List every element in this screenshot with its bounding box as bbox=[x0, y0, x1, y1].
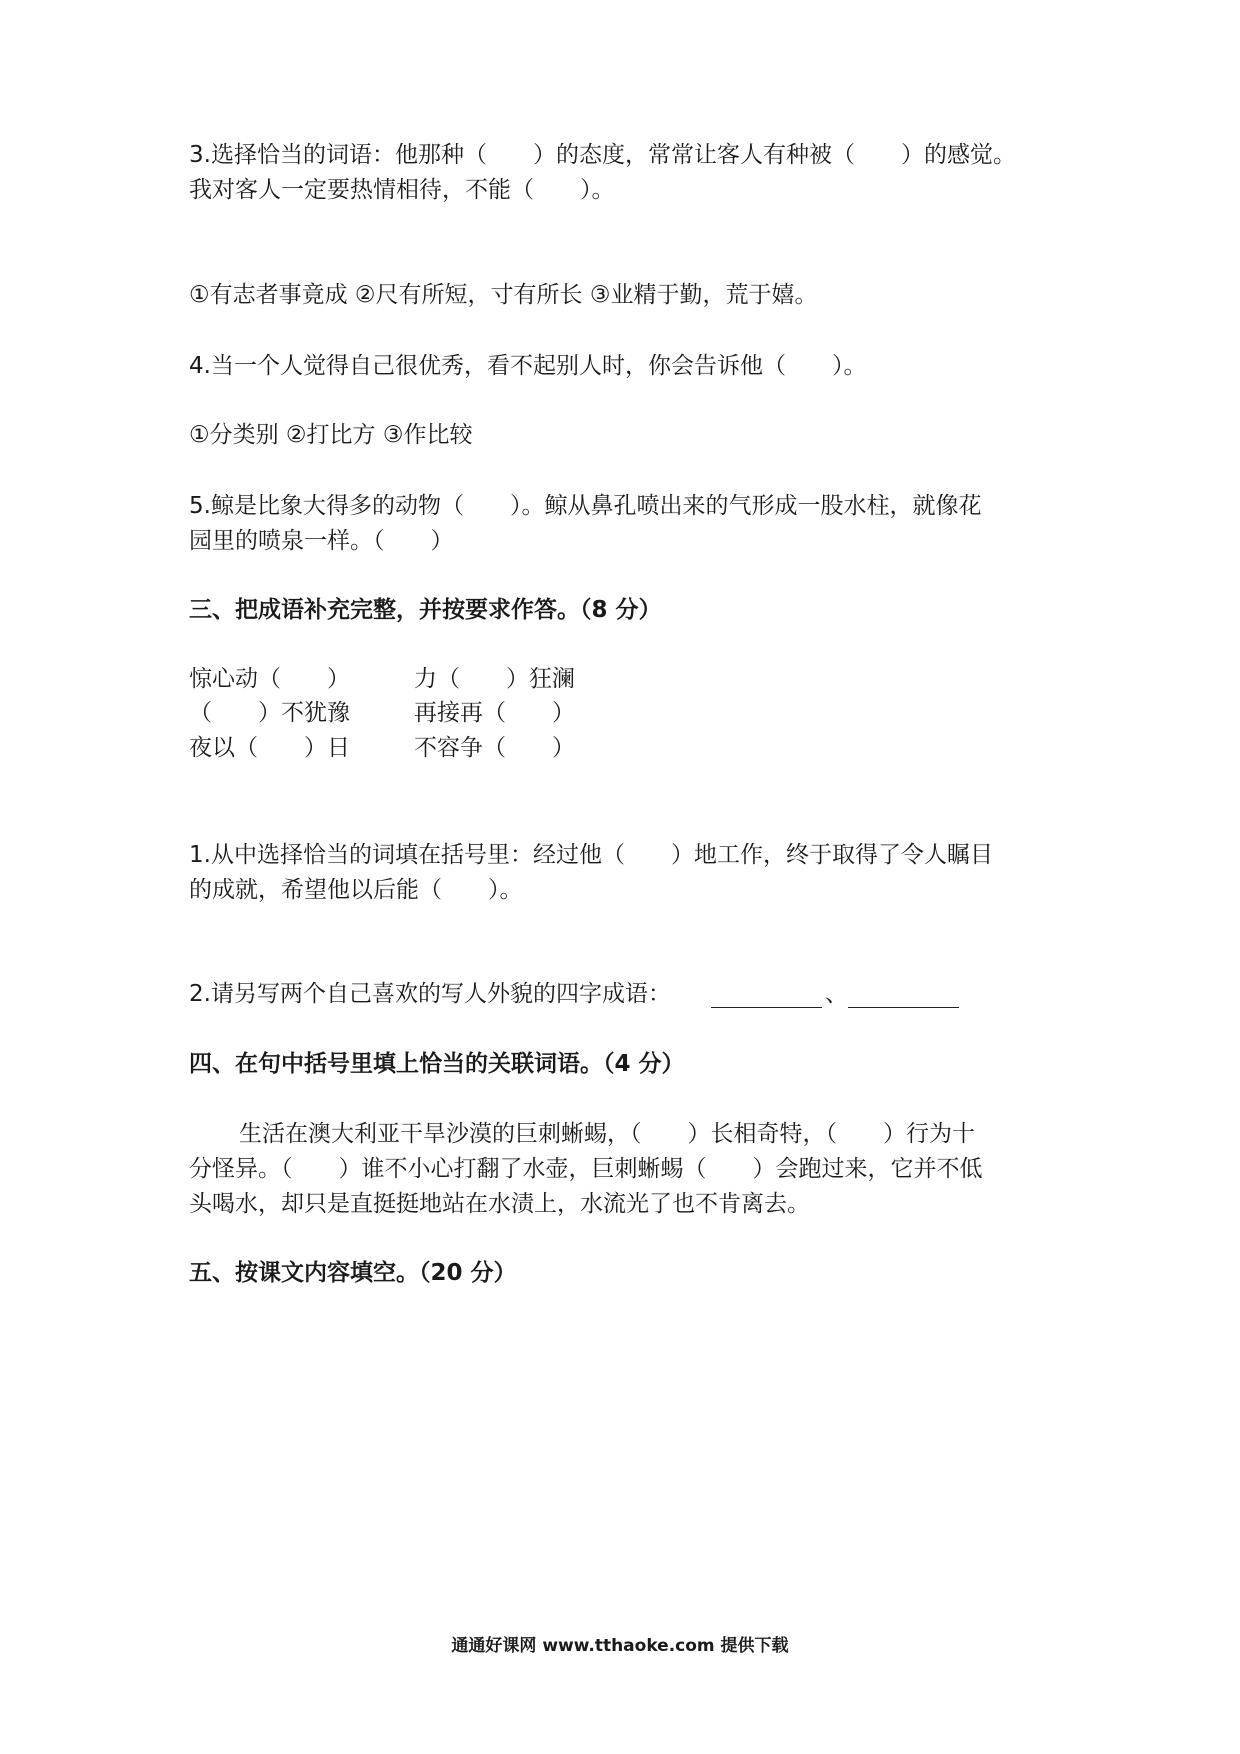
section-3-title: 三、把成语补充完整，并按要求作答。（8 分） bbox=[189, 597, 662, 623]
section-5-title: 五、按课文内容填空。（20 分） bbox=[189, 1260, 517, 1286]
q3-line-2: 我对客人一定要热情相待，不能（ ）。 bbox=[189, 177, 615, 203]
s3-sub2-prompt: 2.请另写两个自己喜欢的写人外貌的四字成语： bbox=[189, 981, 671, 1007]
answer-blank-2[interactable] bbox=[848, 1007, 959, 1008]
answer-separator: 、 bbox=[825, 981, 848, 1007]
q3-options: ①有志者事竟成 ②尺有所短，寸有所长 ③业精于勤，荒于嬉。 bbox=[189, 282, 818, 308]
s3-sub1-line-2: 的成就，希望他以后能（ ）。 bbox=[189, 877, 523, 903]
idiom-r2-c1: （ ）不犹豫 bbox=[189, 700, 350, 726]
s4-paragraph-line-1: 生活在澳大利亚干旱沙漠的巨刺蜥蜴，（ ）长相奇特，（ ）行为十 bbox=[239, 1121, 975, 1147]
answer-blank-1[interactable] bbox=[711, 1007, 822, 1008]
idiom-r1-c1: 惊心动（ ） bbox=[189, 666, 350, 692]
q5-line-1: 5.鲸是比象大得多的动物（ ）。鲸从鼻孔喷出来的气形成一股水柱，就像花 bbox=[189, 493, 982, 519]
s4-paragraph-line-3: 头喝水，却只是直挺挺地站在水渍上，水流光了也不肯离去。 bbox=[189, 1191, 810, 1217]
s4-paragraph-line-2: 分怪异。（ ）谁不小心打翻了水壶，巨刺蜥蜴（ ）会跑过来，它并不低 bbox=[189, 1156, 983, 1182]
q3-line-1: 3.选择恰当的词语：他那种（ ）的态度，常常让客人有种被（ ）的感觉。 bbox=[189, 142, 1016, 168]
page-footer: 通通好课网 www.tthaoke.com 提供下载 bbox=[451, 1636, 789, 1656]
q4-line-1: 4.当一个人觉得自己很优秀，看不起别人时，你会告诉他（ ）。 bbox=[189, 353, 867, 379]
idiom-r2-c2: 再接再（ ） bbox=[414, 700, 575, 726]
q5-line-2: 园里的喷泉一样。（ ） bbox=[189, 528, 454, 554]
idiom-r3-c2: 不容争（ ） bbox=[414, 735, 575, 761]
idiom-r1-c2: 力（ ）狂澜 bbox=[414, 666, 575, 692]
s3-sub1-line-1: 1.从中选择恰当的词填在括号里：经过他（ ）地工作，终于取得了令人瞩目 bbox=[189, 842, 993, 868]
section-4-title: 四、在句中括号里填上恰当的关联词语。（4 分） bbox=[189, 1051, 685, 1077]
q4-options: ①分类别 ②打比方 ③作比较 bbox=[189, 422, 473, 448]
idiom-r3-c1: 夜以（ ）日 bbox=[189, 735, 350, 761]
